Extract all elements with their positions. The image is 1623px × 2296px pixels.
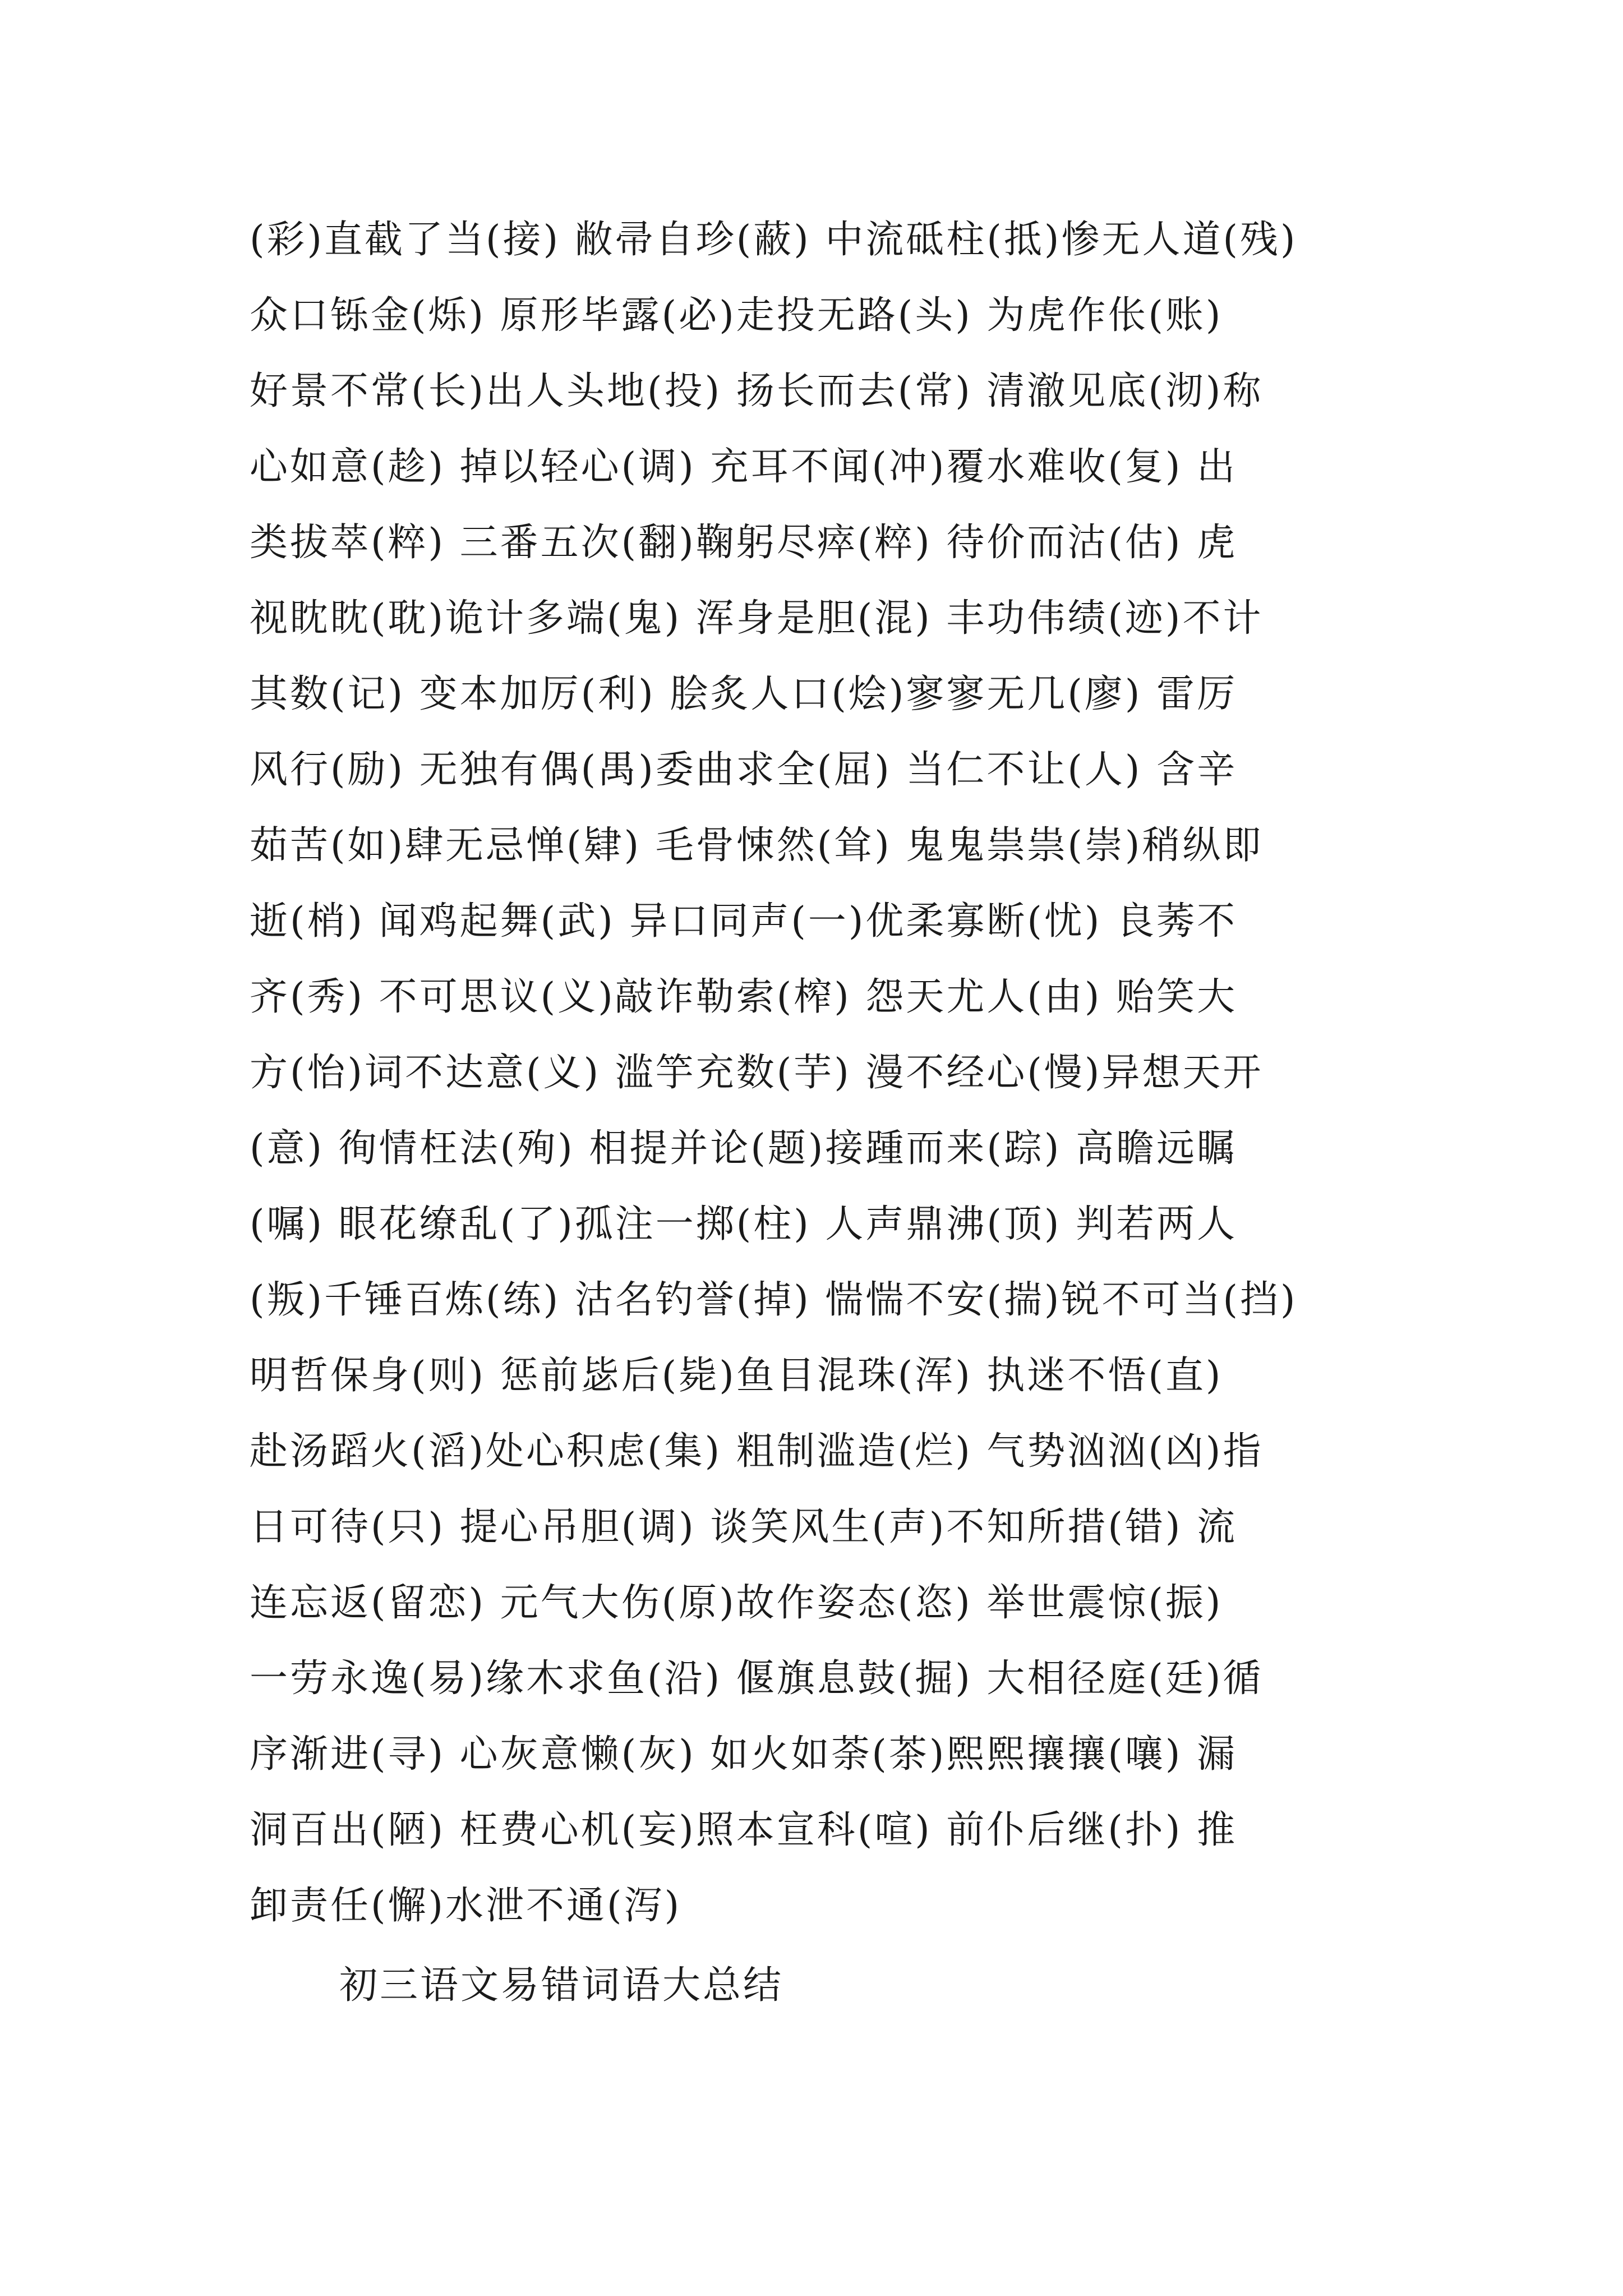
text-line: 众口铄金(烁) 原形毕露(必)走投无路(头) 为虎作伥(账)	[250, 293, 1223, 338]
text-line: (叛)千锤百炼(练) 沽名钓誉(掉) 惴惴不安(揣)锐不可当(挡)	[250, 1278, 1298, 1322]
text-line: 连忘返(留恋) 元气大伤(原)故作姿态(恣) 举世震惊(振)	[250, 1581, 1223, 1625]
text-line: 赴汤蹈火(滔)处心积虑(集) 粗制滥造(烂) 气势汹汹(凶)指	[250, 1429, 1264, 1474]
text-line: 风行(励) 无独有偶(禺)委曲求全(屈) 当仁不让(人) 含辛	[250, 748, 1238, 792]
text-line: 一劳永逸(易)缘木求鱼(沿) 偃旗息鼓(掘) 大相径庭(廷)循	[250, 1657, 1264, 1701]
text-line: (嘱) 眼花缭乱(了)孤注一掷(柱) 人声鼎沸(顶) 判若两人	[250, 1202, 1238, 1246]
text-line: 日可待(只) 提心吊胆(调) 谈笑风生(声)不知所措(错) 流	[250, 1505, 1238, 1549]
text-line: 卸责任(懈)水泄不通(泻)	[250, 1884, 682, 1928]
text-line: 齐(秀) 不可思议(义)敲诈勒索(榨) 怨天尤人(由) 贻笑大	[250, 975, 1238, 1019]
text-line: 视眈眈(耽)诡计多端(鬼) 浑身是胆(混) 丰功伟绩(迹)不计	[250, 596, 1264, 641]
text-line: 洞百出(陋) 枉费心机(妄)照本宣科(喧) 前仆后继(扑) 推	[250, 1808, 1238, 1852]
section-heading: 初三语文易错词语大总结	[339, 1963, 784, 2008]
text-line: 心如意(趁) 掉以轻心(调) 充耳不闻(冲)覆水难收(复) 出	[250, 445, 1238, 489]
text-line: 序渐进(寻) 心灰意懒(灰) 如火如荼(茶)熙熙攘攘(嚷) 漏	[250, 1732, 1238, 1777]
text-line: 其数(记) 变本加厉(利) 脍炙人口(烩)寥寥无几(廖) 雷厉	[250, 672, 1238, 716]
text-line: 方(怡)词不达意(义) 滥竽充数(芋) 漫不经心(慢)异想天开	[250, 1051, 1264, 1095]
text-line: 明哲保身(则) 惩前毖后(毙)鱼目混珠(浑) 执迷不悟(直)	[250, 1354, 1223, 1398]
text-line: (彩)直截了当(接) 敝帚自珍(蔽) 中流砥柱(抵)惨无人道(残)	[250, 218, 1298, 262]
text-line: 好景不常(长)出人头地(投) 扬长而去(常) 清澈见底(沏)称	[250, 369, 1264, 413]
text-line: 逝(梢) 闻鸡起舞(武) 异口同声(一)优柔寡断(忧) 良莠不	[250, 899, 1238, 944]
text-line: 类拔萃(粹) 三番五次(翻)鞠躬尽瘁(粹) 待价而沽(估) 虎	[250, 521, 1238, 565]
text-line: 茹苦(如)肆无忌惮(肄) 毛骨悚然(耸) 鬼鬼祟祟(崇)稍纵即	[250, 823, 1264, 868]
idiom-list	[250, 202, 1388, 1944]
text-line: (意) 徇情枉法(殉) 相提并论(题)接踵而来(踪) 高瞻远瞩	[250, 1126, 1238, 1171]
